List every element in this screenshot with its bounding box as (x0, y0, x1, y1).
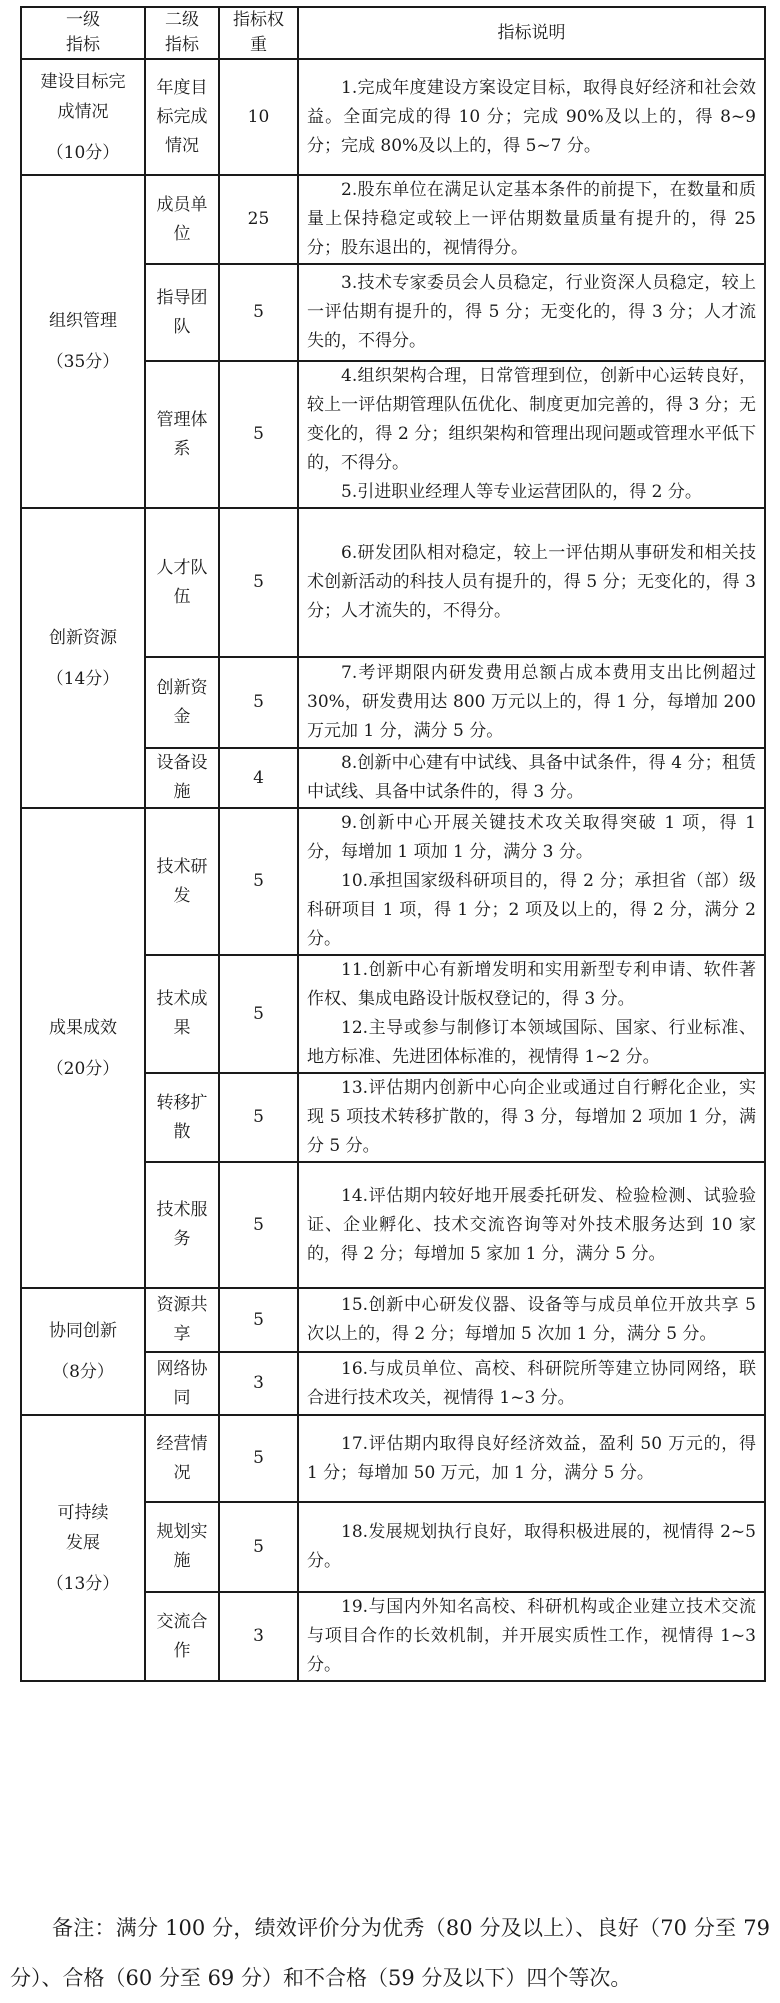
weight-cell: 5 (219, 264, 298, 361)
weight-cell: 5 (219, 808, 298, 955)
table-row (21, 808, 765, 955)
evaluation-index-table (20, 6, 766, 1682)
level2-cell: 指导团 队 (145, 264, 219, 361)
description-cell: 6.研发团队相对稳定，较上一评估期从事研发和相关技术创新活动的科技人员有提升的，得 5 分；无变化的，得 3 分；人才流失的，不得分。 (298, 508, 765, 657)
description-cell: 3.技术专家委员会人员稳定，行业资深人员稳定，较上一评估期有提升的，得 5 分；无变化的，得 3 分；人才流失的，不得分。 (298, 264, 765, 361)
level2-cell: 创新资 金 (145, 657, 219, 748)
weight-cell: 5 (219, 1073, 298, 1162)
weight-cell: 5 (219, 955, 298, 1073)
level2-cell: 网络协 同 (145, 1352, 219, 1415)
description-cell: 2.股东单位在满足认定基本条件的前提下，在数量和质量上保持稳定或较上一评估期数量质量有提升的，得 25 分；股东退出的，视情得分。 (298, 175, 765, 264)
level2-cell: 技术成 果 (145, 955, 219, 1073)
weight-cell: 25 (219, 175, 298, 264)
header-row (21, 7, 765, 59)
level1-cell: 协同创新 （8分） (21, 1288, 145, 1415)
level2-cell: 技术服 务 (145, 1162, 219, 1288)
weight-cell: 5 (219, 1415, 298, 1502)
level2-cell: 规划实 施 (145, 1502, 219, 1592)
weight-cell: 5 (219, 508, 298, 657)
header-weight: 指标权 重 (219, 7, 298, 59)
table-row (21, 1288, 765, 1352)
description-cell: 14.评估期内较好地开展委托研发、检验检测、试验验证、企业孵化、技术交流咨询等对外技术服务达到 10 家的，得 2 分；每增加 5 家加 1 分，满分 5 分。 (298, 1162, 765, 1288)
description-cell: 8.创新中心建有中试线、具备中试条件，得 4 分；租赁中试线、具备中试条件的，得 3 分。 (298, 748, 765, 808)
level1-cell: 可持续 发展 （13分） (21, 1415, 145, 1681)
table-row (21, 508, 765, 657)
level2-cell: 人才队 伍 (145, 508, 219, 657)
level1-cell: 建设目标完 成情况 （10分） (21, 59, 145, 175)
weight-cell: 5 (219, 361, 298, 508)
header-level2: 二级 指标 (145, 7, 219, 59)
description-cell: 13.评估期内创新中心向企业或通过自行孵化企业，实现 5 项技术转移扩散的，得 3 分，每增加 2 项加 1 分，满分 5 分。 (298, 1073, 765, 1162)
weight-cell: 3 (219, 1352, 298, 1415)
description-cell: 1.完成年度建设方案设定目标，取得良好经济和社会效益。全面完成的得 10 分；完成 90%及以上的，得 8~9 分；完成 80%及以上的，得 5~7 分。 (298, 59, 765, 175)
level2-cell: 年度目 标完成 情况 (145, 59, 219, 175)
weight-cell: 3 (219, 1592, 298, 1681)
header-description: 指标说明 (298, 7, 765, 59)
description-cell: 17.评估期内取得良好经济效益，盈利 50 万元的，得 1 分；每增加 50 万元，加 1 分，满分 5 分。 (298, 1415, 765, 1502)
description-cell: 7.考评期限内研发费用总额占成本费用支出比例超过 30%，研发费用达 800 万元以上的，得 1 分，每增加 200 万元加 1 分，满分 5 分。 (298, 657, 765, 748)
description-cell: 9.创新中心开展关键技术攻关取得突破 1 项，得 1 分，每增加 1 项加 1 分，满分 3 分。 10.承担国家级科研项目的，得 2 分；承担省（部）级科研项目 1 项，得 1 分；2 项及以上的，得 2 分，满分 2 分。 (298, 808, 765, 955)
level2-cell: 转移扩 散 (145, 1073, 219, 1162)
description-cell: 18.发展规划执行良好，取得积极进展的，视情得 2~5 分。 (298, 1502, 765, 1592)
level2-cell: 资源共 享 (145, 1288, 219, 1352)
description-cell: 16.与成员单位、高校、科研院所等建立协同网络，联合进行技术攻关，视情得 1~3 分。 (298, 1352, 765, 1415)
table-row (21, 175, 765, 264)
footnote: 备注：满分 100 分，绩效评价分为优秀（80 分及以上）、良好（70 分至 79 分）、合格（60 分至 69 分）和不合格（59 分及以下）四个等次。 (10, 1916, 770, 1990)
table-row (21, 1415, 765, 1502)
header-level1: 一级 指标 (21, 7, 145, 59)
level1-cell: 组织管理 （35分） (21, 175, 145, 508)
level2-cell: 设备设 施 (145, 748, 219, 808)
weight-cell: 5 (219, 1288, 298, 1352)
level2-cell: 成员单 位 (145, 175, 219, 264)
level1-cell: 成果成效 （20分） (21, 808, 145, 1288)
level2-cell: 技术研 发 (145, 808, 219, 955)
level2-cell: 管理体 系 (145, 361, 219, 508)
weight-cell: 10 (219, 59, 298, 175)
weight-cell: 5 (219, 657, 298, 748)
level1-cell: 创新资源 （14分） (21, 508, 145, 808)
description-cell: 11.创新中心有新增发明和实用新型专利申请、软件著作权、集成电路设计版权登记的，得 3 分。 12.主导或参与制修订本领域国际、国家、行业标准、地方标准、先进团体标准的，视情得 1~2 分。 (298, 955, 765, 1073)
level2-cell: 交流合 作 (145, 1592, 219, 1681)
description-cell: 15.创新中心研发仪器、设备等与成员单位开放共享 5 次以上的，得 2 分；每增加 5 次加 1 分，满分 5 分。 (298, 1288, 765, 1352)
description-cell: 4.组织架构合理，日常管理到位，创新中心运转良好，较上一评估期管理队伍优化、制度更加完善的，得 3 分；无变化的，得 2 分；组织架构和管理出现问题或管理水平低下的，不得分。 5.引进职业经理人等专业运营团队的，得 2 分。 (298, 361, 765, 508)
weight-cell: 5 (219, 1162, 298, 1288)
level2-cell: 经营情 况 (145, 1415, 219, 1502)
weight-cell: 5 (219, 1502, 298, 1592)
table-row (21, 59, 765, 175)
description-cell: 19.与国内外知名高校、科研机构或企业建立技术交流与项目合作的长效机制，并开展实质性工作，视情得 1~3 分。 (298, 1592, 765, 1681)
weight-cell: 4 (219, 748, 298, 808)
